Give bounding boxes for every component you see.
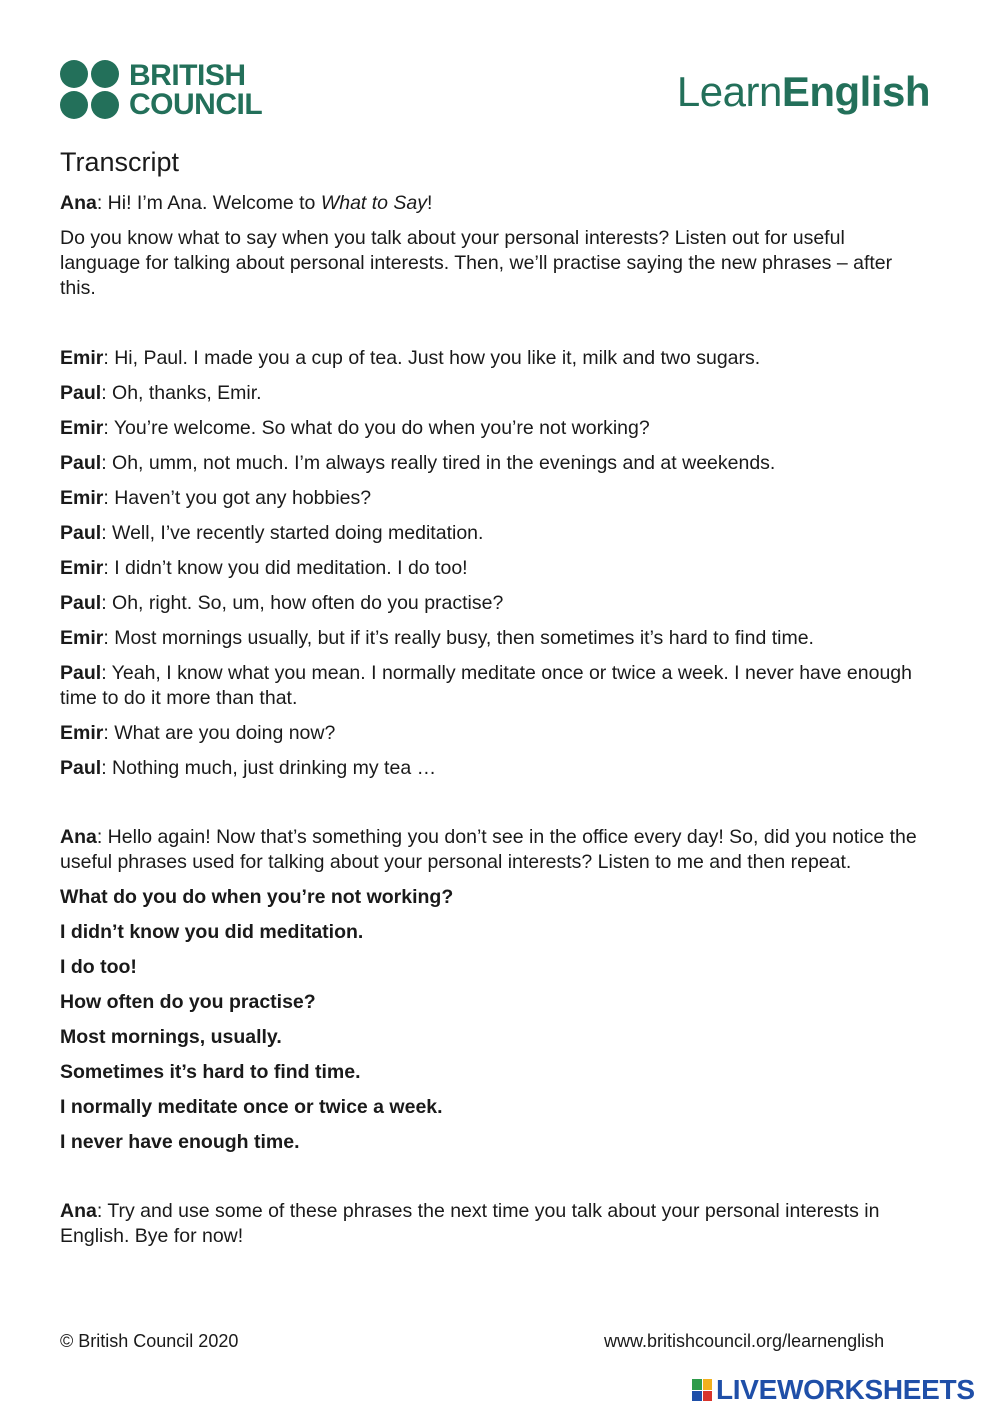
- useful-phrase: I never have enough time.: [60, 1131, 300, 1153]
- speaker-name: Paul: [60, 382, 102, 404]
- dialogue-text: : Well, I’ve recently started doing meditation.: [101, 522, 484, 544]
- intro-text-after: !: [427, 192, 433, 214]
- bc-logo-line1: BRITISH: [129, 59, 246, 92]
- review-line: [60, 825, 930, 875]
- british-council-wordmark: [129, 61, 262, 119]
- transcript-content: [60, 145, 930, 1259]
- speaker-name: Emir: [60, 487, 104, 509]
- dialogue-line: [60, 346, 930, 371]
- dialogue-text: : You’re welcome. So what do you do when you’re not working?: [103, 417, 650, 439]
- speaker-name: Emir: [60, 557, 104, 579]
- dialogue-text: : Oh, umm, not much. I’m always really tired in the evenings and at weekends.: [101, 452, 776, 474]
- dialogue-line: [60, 591, 930, 616]
- liveworksheets-text: LIVEWORKSHEETS: [716, 1374, 975, 1405]
- dialogue-text: : Oh, right. So, um, how often do you practise?: [101, 592, 504, 614]
- speaker-name: Emir: [60, 722, 104, 744]
- footer-copyright: © British Council 2020: [60, 1331, 239, 1351]
- useful-phrase: Most mornings, usually.: [60, 1026, 282, 1048]
- dialogue-line: [60, 721, 930, 746]
- dialogue-text: : I didn’t know you did meditation. I do too!: [103, 557, 468, 579]
- speaker-name: Emir: [60, 347, 104, 369]
- dialogue-text: : Hi, Paul. I made you a cup of tea. Just how you like it, milk and two sugars.: [103, 347, 761, 369]
- speaker-name: Ana: [60, 1200, 97, 1222]
- speaker-name: Paul: [60, 662, 102, 684]
- page-header: [0, 0, 1000, 140]
- closing-text: : Try and use some of these phrases the next time you talk about your personal interests in English. Bye for now!: [60, 1200, 880, 1247]
- liveworksheets-icon: [692, 1379, 712, 1401]
- phrase-list: [60, 885, 930, 1155]
- dialogue-line: [60, 451, 930, 476]
- closing-line: [60, 1199, 930, 1249]
- speaker-name: Paul: [60, 592, 102, 614]
- learnenglish-logo: [677, 68, 930, 116]
- useful-phrase: I normally meditate once or twice a week.: [60, 1096, 443, 1118]
- speaker-name: Paul: [60, 522, 102, 544]
- intro-line: [60, 191, 930, 216]
- speaker-name: Paul: [60, 757, 102, 779]
- intro-paragraph: Do you know what to say when you talk about your personal interests? Listen out for useful language for talking about personal interests. Then, we’ll practise saying the new phrases – after this.: [60, 227, 893, 299]
- dialogue-text: : Oh, thanks, Emir.: [101, 382, 262, 404]
- bc-logo-line2: COUNCIL: [129, 88, 263, 121]
- review-text: : Hello again! Now that’s something you don’t see in the office every day! So, did you notice the useful phrases used for talking about your personal interests? Listen to me and then repeat.: [60, 826, 917, 873]
- le-logo-english: English: [781, 68, 930, 115]
- british-council-dots-icon: [60, 60, 120, 120]
- dialogue-text: : Nothing much, just drinking my tea …: [101, 757, 437, 779]
- speaker-name: Emir: [60, 627, 104, 649]
- dialogue: [60, 346, 930, 781]
- useful-phrase: How often do you practise?: [60, 991, 316, 1013]
- footer-url: www.britishcouncil.org/learnenglish: [604, 1331, 885, 1351]
- dialogue-line: [60, 756, 930, 781]
- british-council-logo: [60, 60, 262, 120]
- speaker-name: Ana: [60, 192, 97, 214]
- page-title: Transcript: [60, 147, 180, 177]
- dialogue-line: [60, 416, 930, 441]
- show-name: What to Say: [320, 192, 428, 214]
- dialogue-text: : Yeah, I know what you mean. I normally meditate once or twice a week. I never have enough time to do it more than that.: [60, 662, 912, 709]
- speaker-name: Emir: [60, 417, 104, 439]
- dialogue-line: [60, 521, 930, 546]
- useful-phrase: Sometimes it’s hard to find time.: [60, 1061, 361, 1083]
- dialogue-text: : Most mornings usually, but if it’s really busy, then sometimes it’s hard to find time.: [103, 627, 814, 649]
- liveworksheets-watermark: [692, 1374, 975, 1406]
- dialogue-line: [60, 661, 930, 711]
- dialogue-line: [60, 626, 930, 651]
- speaker-name: Ana: [60, 826, 97, 848]
- intro-text-before: : Hi! I’m Ana. Welcome to: [96, 192, 321, 214]
- useful-phrase: I didn’t know you did meditation.: [60, 921, 364, 943]
- dialogue-text: : What are you doing now?: [103, 722, 336, 744]
- speaker-name: Paul: [60, 452, 102, 474]
- dialogue-line: [60, 486, 930, 511]
- useful-phrase: What do you do when you’re not working?: [60, 886, 454, 908]
- le-logo-learn: Learn: [676, 68, 782, 115]
- dialogue-line: [60, 381, 930, 406]
- dialogue-text: : Haven’t you got any hobbies?: [103, 487, 372, 509]
- useful-phrase: I do too!: [60, 956, 137, 978]
- dialogue-line: [60, 556, 930, 581]
